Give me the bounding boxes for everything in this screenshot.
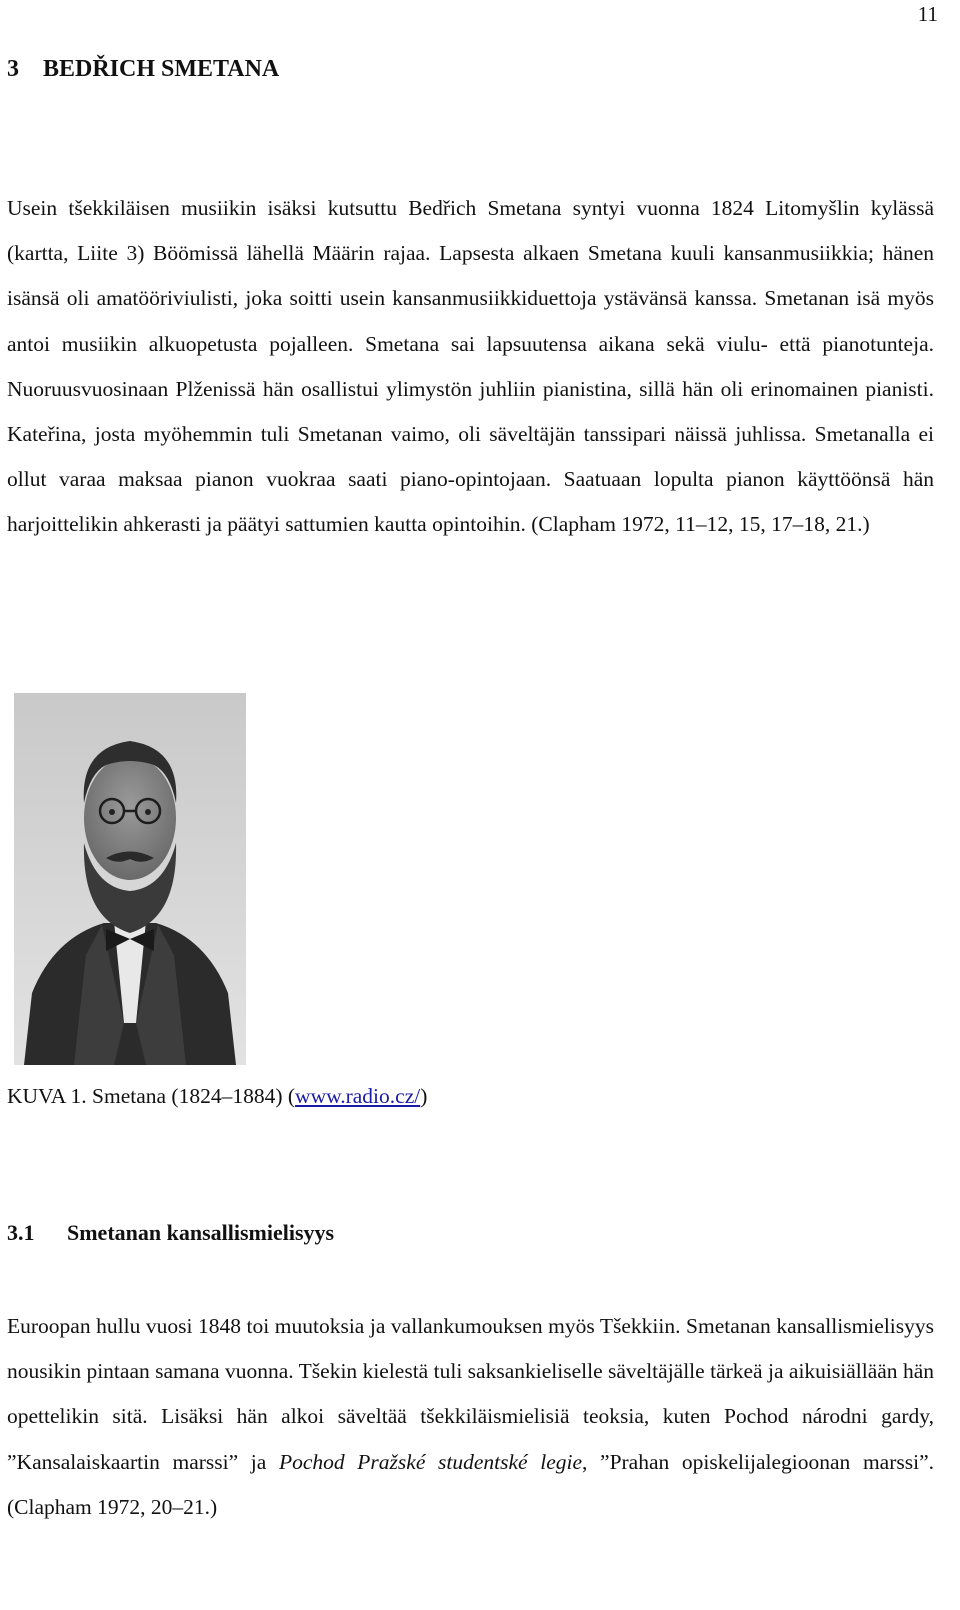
caption-link[interactable]: www.radio.cz/: [295, 1084, 421, 1108]
section-title: Smetanan kansallismielisyys: [67, 1220, 335, 1245]
caption-end: ): [420, 1084, 428, 1108]
portrait-illustration: [14, 693, 246, 1065]
section-number: 3.1: [7, 1220, 35, 1245]
figure-caption: [7, 1084, 427, 1109]
work-title-1: Pochod národni gardy: [723, 1404, 929, 1429]
paragraph-2-text-c: , ”Prahan opiskelijalegioonan marssi”. (Clapham 1972, 20–21.): [7, 1449, 934, 1519]
portrait-photo: [14, 693, 246, 1065]
chapter-title: BEDŘICH SMETANA: [43, 56, 280, 82]
body-paragraph-1: Usein tšekkiläisen musiikin isäksi kutsuttu Bedřich Smetana syntyi vuonna 1824 Litomyšlin kylässä (kartta, Liite 3) Böömissä lähellä Määrin rajaa. Lapsesta alkaen Smetana kuuli kansanmusiikkia; hänen isänsä oli amatööriviulisti, joka soitti usein kansanmusiikkiduettoja ystävänsä kanssa. Smetanan isä myös antoi musiikin alkuopetusta pojalleen. Smetana sai lapsuutensa aikana sekä viulu- että pianotunteja. Nuoruusvuosinaan Plženissä hän osallistui ylimystön juhliin pianistina, sillä hän oli erinomainen pianisti. Kateřina, josta myöhemmin tuli Smetanan vaimo, oli säveltäjän tanssipari näissä juhlissa. Smetanalla ei ollut varaa maksaa pianon vuokraa saati piano-opintojaan. Saatuaan lopulta pianon käyttöönsä hän harjoittelikin ahkerasti ja päätyi sattumien kautta opintoihin. (Clapham 1972, 11–12, 15, 17–18, 21.): [7, 196, 934, 537]
chapter-heading: [7, 56, 279, 83]
paragraph-2-text-b: , ”Kansalaiskaartin marssi” ja: [7, 1404, 935, 1474]
caption-text: KUVA 1. Smetana (1824–1884) (: [7, 1084, 296, 1108]
chapter-number: 3: [7, 56, 19, 82]
work-title-2: Pochod Pražské studentské legie: [278, 1449, 582, 1474]
paragraph-2-text-a: Euroopan hullu vuosi 1848 toi muutoksia ja vallankumouksen myös Tšekkiin. Smetanan kansallismielisyys nousikin pintaan samana vuonna. Tšekin kielestä tuli saksankieliselle säveltäjälle tärkeä ja aikuisiällään hän opettelikin sitä. Lisäksi hän alkoi säveltää tšekkiläismielisiä teoksia, kuten: [7, 1314, 934, 1429]
page-number: 11: [917, 2, 938, 26]
body-paragraph-2: [7, 1304, 934, 1530]
section-heading: [7, 1220, 334, 1246]
